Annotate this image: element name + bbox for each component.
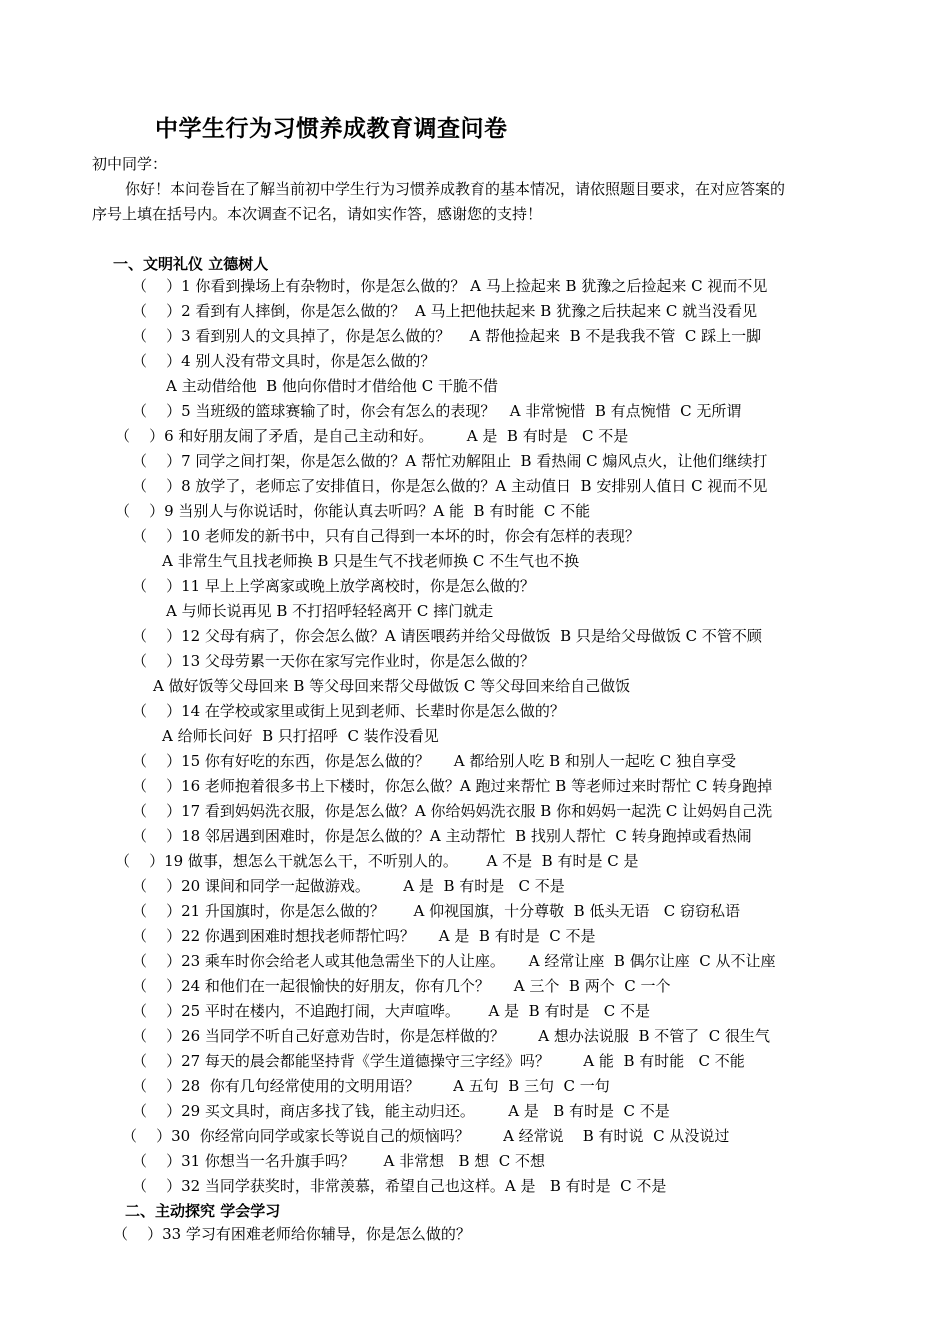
question-line: （ ）30 你经常向同学或家长等说自己的烦恼吗？ A 经常说 B 有时说 C 从没说过 bbox=[122, 1127, 730, 1145]
question-line: （ ）17 看到妈妈洗衣服，你是怎么做？A 你给妈妈洗衣服 B 你和妈妈一起洗 C 让妈妈自己洗 bbox=[132, 802, 773, 820]
question-line: （ ）19 做事，想怎么干就怎么干，不听别人的。 A 不是 B 有时是 C 是 bbox=[115, 852, 639, 870]
answer-options-line: A 主动借给他 B 他向你借时才借给他 C 干脆不借 bbox=[166, 377, 498, 395]
section-heading-1: 一、文明礼仪 立德树人 bbox=[113, 255, 269, 273]
question-line: （ ）3 看到别人的文具掉了，你是怎么做的？ A 帮他捡起来 B 不是我我不管 C 踩上一脚 bbox=[132, 327, 762, 345]
question-line: （ ）5 当班级的篮球赛输了时，你会有怎么的表现？ A 非常惋惜 B 有点惋惜 C 无所谓 bbox=[132, 402, 742, 420]
answer-options-line: A 给师长问好 B 只打招呼 C 装作没看见 bbox=[162, 727, 439, 745]
greeting: 初中同学： bbox=[92, 155, 168, 173]
question-line: （ ）22 你遇到困难时想找老师帮忙吗？ A 是 B 有时是 C 不是 bbox=[132, 927, 596, 945]
question-line: （ ）15 你有好吃的东西，你是怎么做的？ A 都给别人吃 B 和别人一起吃 C 独自享受 bbox=[132, 752, 736, 770]
question-line: （ ）32 当同学获奖时，非常羡慕，希望自己也这样。A 是 B 有时是 C 不是 bbox=[132, 1177, 667, 1195]
question-line: （ ）6 和好朋友闹了矛盾，是自己主动和好。 A 是 B 有时是 C 不是 bbox=[115, 427, 629, 445]
question-line: （ ）28 你有几句经常使用的文明用语？ A 五句 B 三句 C 一句 bbox=[132, 1077, 610, 1095]
question-line: （ ）13 父母劳累一天你在家写完作业时，你是怎么做的？ bbox=[132, 652, 535, 670]
question-line: （ ）4 别人没有带文具时，你是怎么做的？ bbox=[132, 352, 436, 370]
question-line: （ ）14 在学校或家里或街上见到老师、长辈时你是怎么做的？ bbox=[132, 702, 565, 720]
answer-options-line: A 做好饭等父母回来 B 等父母回来帮父母做饭 C 等父母回来给自己做饭 bbox=[153, 677, 631, 695]
section-heading-2: 二、主动探究 学会学习 bbox=[125, 1202, 281, 1220]
question-line: （ ）23 乘车时你会给老人或其他急需坐下的人让座。 A 经常让座 B 偶尔让座 C 从不让座 bbox=[132, 952, 776, 970]
question-line: （ ）31 你想当一名升旗手吗？ A 非常想 B 想 C 不想 bbox=[132, 1152, 546, 1170]
question-line: （ ）7 同学之间打架，你是怎么做的？A 帮忙劝解阻止 B 看热闹 C 煽风点火，让他们继续打 bbox=[132, 452, 768, 470]
question-line: （ ）1 你看到操场上有杂物时，你是怎么做的？ A 马上捡起来 B 犹豫之后捡起来 C 视而不见 bbox=[132, 277, 768, 295]
answer-options-line: A 非常生气且找老师换 B 只是生气不找老师换 C 不生气也不换 bbox=[162, 552, 580, 570]
question-line: （ ）16 老师抱着很多书上下楼时，你怎么做？A 跑过来帮忙 B 等老师过来时帮忙 C 转身跑掉 bbox=[132, 777, 773, 795]
question-line: （ ）25 平时在楼内，不追跑打闹，大声喧哗。 A 是 B 有时是 C 不是 bbox=[132, 1002, 651, 1020]
question-line: （ ）18 邻居遇到困难时，你是怎么做的？A 主动帮忙 B 找别人帮忙 C 转身跑掉或看热闹 bbox=[132, 827, 752, 845]
question-line: （ ）26 当同学不听自己好意劝告时，你是怎样做的？ A 想办法说服 B 不管了 C 很生气 bbox=[132, 1027, 771, 1045]
answer-options-line: A 与师长说再见 B 不打招呼轻轻离开 C 摔门就走 bbox=[166, 602, 494, 620]
question-line: （ ）33 学习有困难老师给你辅导，你是怎么做的？ bbox=[113, 1225, 471, 1243]
question-line: （ ）2 看到有人摔倒，你是怎么做的？ A 马上把他扶起来 B 犹豫之后扶起来 C 就当没看见 bbox=[132, 302, 758, 320]
question-line: （ ）20 课间和同学一起做游戏。 A 是 B 有时是 C 不是 bbox=[132, 877, 565, 895]
question-line: （ ）8 放学了，老师忘了安排值日，你是怎么做的？A 主动值日 B 安排别人值日 C 视而不见 bbox=[132, 477, 768, 495]
intro-line-1: 你好！本问卷旨在了解当前初中学生行为习惯养成教育的基本情况，请依照题目要求，在对应答案的 bbox=[125, 180, 786, 198]
question-line: （ ）10 老师发的新书中，只有自己得到一本坏的时，你会有怎样的表现？ bbox=[132, 527, 640, 545]
question-line: （ ）27 每天的晨会都能坚持背《学生道德操守三字经》吗？ A 能 B 有时能 C 不能 bbox=[132, 1052, 745, 1070]
intro-line-2: 序号上填在括号内。本次调查不记名，请如实作答，感谢您的支持！ bbox=[92, 205, 543, 223]
question-line: （ ）21 升国旗时，你是怎么做的？ A 仰视国旗，十分尊敬 B 低头无语 C 窃窃私语 bbox=[132, 902, 741, 920]
question-line: （ ）29 买文具时，商店多找了钱，能主动归还。 A 是 B 有时是 C 不是 bbox=[132, 1102, 670, 1120]
question-line: （ ）24 和他们在一起很愉快的好朋友，你有几个？ A 三个 B 两个 C 一个 bbox=[132, 977, 671, 995]
question-line: （ ）9 当别人与你说话时，你能认真去听吗？A 能 B 有时能 C 不能 bbox=[115, 502, 591, 520]
question-line: （ ）11 早上上学离家或晚上放学离校时，你是怎么做的？ bbox=[132, 577, 535, 595]
page-title: 中学生行为习惯养成教育调查问卷 bbox=[155, 116, 508, 142]
question-line: （ ）12 父母有病了，你会怎么做？A 请医喂药并给父母做饭 B 只是给父母做饭 C 不管不顾 bbox=[132, 627, 762, 645]
